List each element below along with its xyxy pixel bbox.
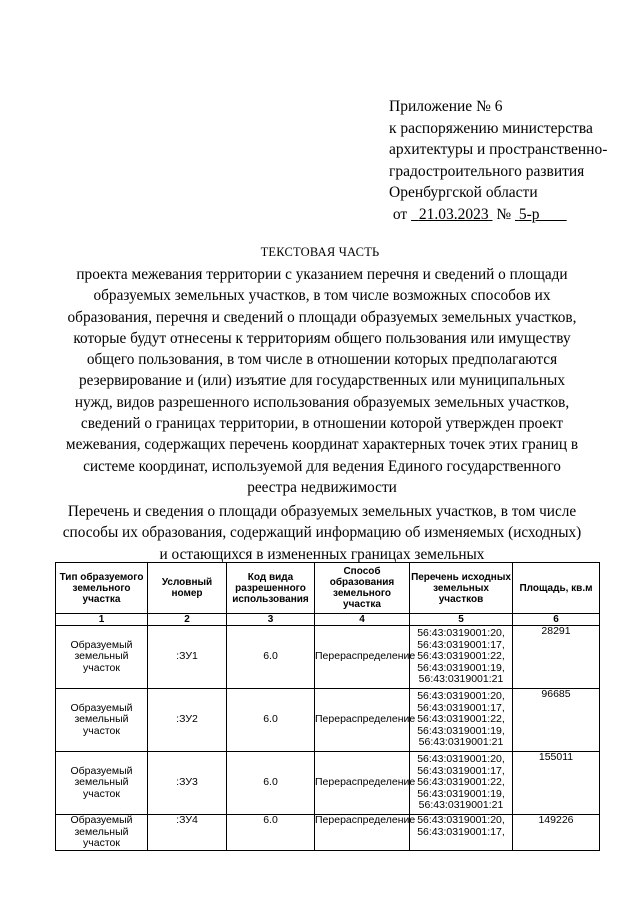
table-row <box>56 689 600 752</box>
date-value: 21.03.2023 <box>418 205 489 223</box>
col-number: 4 <box>315 614 410 626</box>
source-plots <box>410 626 513 689</box>
from-label: от <box>392 205 408 223</box>
plot-area: 155011 <box>513 752 600 815</box>
col-number: 6 <box>513 614 600 626</box>
doc-title: ТЕКСТОВАЯ ЧАСТЬ <box>260 245 380 259</box>
col-header: Код вида разрешенного использования <box>227 563 315 614</box>
cadastral-number: 56:43:0319001:22, <box>417 650 505 663</box>
use-code: 6.0 <box>227 689 315 752</box>
cadastral-number: 56:43:0319001:17, <box>417 638 505 651</box>
plot-number: :ЗУ3 <box>148 752 227 815</box>
source-plots <box>410 815 513 851</box>
cadastral-number: 56:43:0319001:20, <box>417 627 505 640</box>
plot-number: :ЗУ4 <box>148 815 227 851</box>
number-value: 5-р <box>518 205 540 223</box>
land-plots-table <box>55 562 600 851</box>
plot-area: 96685 <box>513 689 600 752</box>
plot-area: 28291 <box>513 626 600 689</box>
col-number: 5 <box>410 614 513 626</box>
appendix-line: Приложение № 6 <box>389 98 503 115</box>
col-number: 1 <box>56 614 148 626</box>
col-header: Перечень исходных земельных участков <box>410 563 513 614</box>
plot-area: 149226 <box>513 815 600 851</box>
formation-method: Перераспределение <box>315 815 410 851</box>
formation-method: Перераспределение <box>315 689 410 752</box>
cadastral-number: 56:43:0319001:20, <box>417 814 505 826</box>
cadastral-number: 56:43:0319001:17, <box>417 764 505 777</box>
col-number: 2 <box>148 614 227 626</box>
use-code: 6.0 <box>227 752 315 815</box>
cadastral-number: 56:43:0319001:22, <box>417 713 505 726</box>
cadastral-number: 56:43:0319001:21 <box>418 799 504 812</box>
cadastral-number: 56:43:0319001:21 <box>418 673 504 686</box>
plot-type: Образуемый земельный участок <box>56 689 148 752</box>
plot-type: Образуемый земельный участок <box>56 752 148 815</box>
col-header: Способ образования земельного участка <box>315 563 410 614</box>
table-row <box>56 752 600 815</box>
appendix-date-line <box>389 204 607 226</box>
cadastral-number: 56:43:0319001:19, <box>417 787 505 800</box>
use-code: 6.0 <box>227 815 315 851</box>
plot-number: :ЗУ1 <box>148 626 227 689</box>
col-header: Тип образуемого земельного участка <box>56 563 148 614</box>
plot-number: :ЗУ2 <box>148 689 227 752</box>
cadastral-number: 56:43:0319001:17, <box>417 701 505 714</box>
appendix-line: Оренбургской области <box>389 184 538 202</box>
appendix-line: архитектуры и пространственно- <box>389 141 608 159</box>
cadastral-number: 56:43:0319001:20, <box>417 690 505 703</box>
use-code: 6.0 <box>227 626 315 689</box>
cadastral-number: 56:43:0319001:22, <box>417 776 505 789</box>
formation-method: Перераспределение <box>315 752 410 815</box>
source-plots <box>410 752 513 815</box>
source-plots <box>410 689 513 752</box>
formation-method: Перераспределение <box>315 626 410 689</box>
column-number-row <box>56 614 600 626</box>
cadastral-number: 56:43:0319001:21 <box>418 736 504 749</box>
appendix-line: градостроительного развития <box>389 162 585 180</box>
table-header-row <box>56 563 600 614</box>
col-header: Площадь, кв.м <box>513 563 600 614</box>
number-sign: № <box>496 205 512 223</box>
col-number: 3 <box>227 614 315 626</box>
appendix-line: к распоряжению министерства <box>389 119 593 137</box>
cadastral-number: 56:43:0319001:19, <box>417 661 505 674</box>
doc-description: проекта межевания территории с указанием перечня и сведений о площади образуемых земельных участков, в том числе возможных способов их образования, перечня и сведений о площади образуемых земельных участков, которые будут отнесены к территориям общего пользования или имуществу общего пользования, в том числе в отношении которых предполагаются резервирование и (или) изъятие для государственных или муниципальных нужд, видов разрешенного использования образуемых земельных участков, сведений о границах территории, в отношении которой утвержден проект межевания, содержащих перечень координат характерных точек этих границ в системе координат, используемой для ведения Единого государственного реестра недвижимости <box>65 266 579 496</box>
table-row <box>56 815 600 851</box>
plot-type: Образуемый земельный участок <box>56 626 148 689</box>
cadastral-number: 56:43:0319001:17, <box>417 825 505 838</box>
cadastral-number: 56:43:0319001:20, <box>417 753 505 766</box>
cadastral-number: 56:43:0319001:19, <box>417 724 505 737</box>
table-row <box>56 626 600 689</box>
appendix-block <box>389 96 607 226</box>
col-header: Условный номер <box>148 563 227 614</box>
table-caption: Перечень и сведения о площади образуемых земельных участков, в том числе способы их образования, содержащий информацию об изменяемых (исходных) и остающихся в измененных границах земельных <box>62 503 582 563</box>
plot-type: Образуемый земельный участок <box>56 815 148 851</box>
